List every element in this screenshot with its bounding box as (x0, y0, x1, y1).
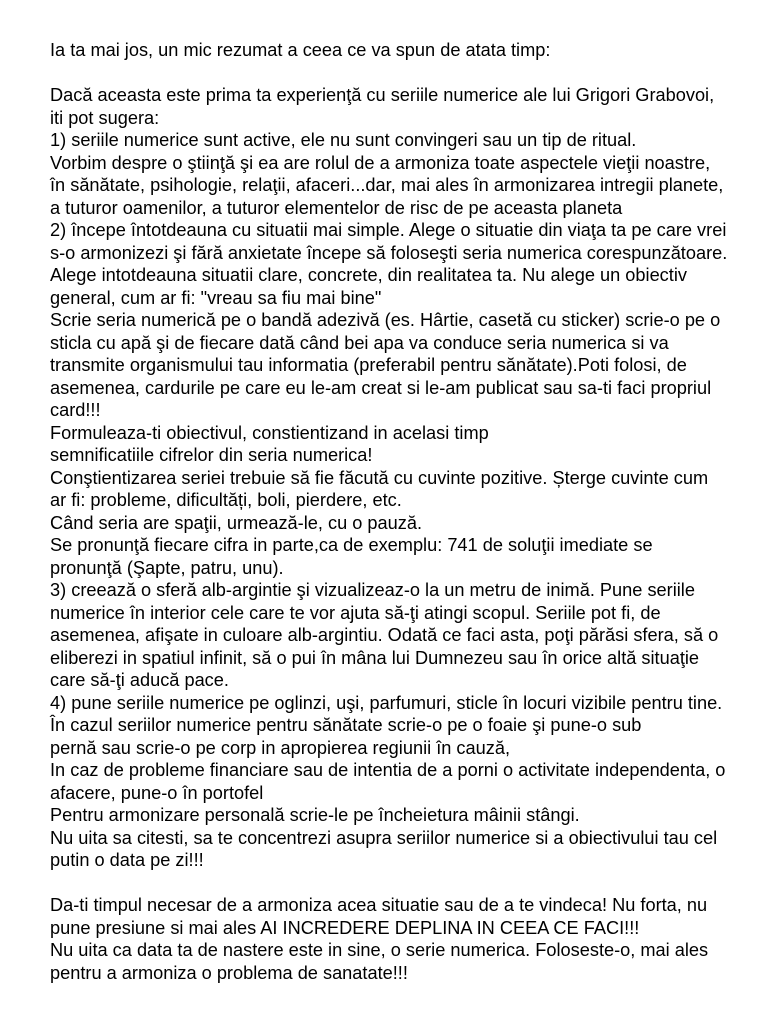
text-line: Pentru armonizare personală scrie-le pe încheietura mâinii stângi. (50, 805, 580, 825)
text-line: Dacă aceasta este prima ta experienţă cu seriile numerice ale lui Grigori Grabovoi, (50, 85, 715, 105)
text-line: Nu uita ca data ta de nastere este in sine, o serie numerica. Foloseste-o, mai ales (50, 940, 709, 960)
text-line: în sănătate, psihologie, relaţii, afaceri...dar, mai ales în armonizarea intregii planete, (50, 175, 724, 195)
text-line: Scrie seria numerică pe o bandă adezivă (es. Hârtie, casetă cu sticker) scrie-o pe o (50, 310, 721, 330)
text-line: 2) începe întotdeauna cu situatii mai simple. Alege o situatie din viaţa ta pe care vrei (50, 220, 727, 240)
text-line: In caz de probleme financiare sau de intentia de a porni o activitate independenta, o (50, 760, 726, 780)
main-paragraph (50, 84, 768, 872)
text-line: Nu uita sa citesti, sa te concentrezi asupra seriilor numerice si a obiectivului tau cel (50, 827, 718, 848)
text-line: 3) creează o sferă alb-argintie şi vizualizeaz-o la un metru de inimă. Pune seriile (50, 580, 695, 600)
text-line: eliberezi in spatiul infinit, să o pui în mâna lui Dumnezeu sau în orice altă situaţie (50, 647, 700, 668)
text-line: semnificatiile cifrelor din seria numerica! (50, 445, 373, 465)
closing-paragraph (50, 894, 768, 984)
text-line: Ia ta mai jos, un mic rezumat a ceea ce va spun de atata timp: (50, 40, 551, 60)
text-line: ar fi: probleme, dificultăți, boli, pierdere, etc. (50, 490, 402, 510)
text-line: Vorbim despre o ştiinţă şi ea are rolul de a armoniza toate aspectele vieţii noastre, (50, 152, 711, 173)
text-line: transmite organismului tau informatia (preferabil pentru sănătate).Poti folosi, de (50, 355, 687, 375)
text-line: card!!! (50, 400, 101, 420)
text-line: Formuleaza-ti obiectivul, constientizand in acelasi timp (50, 422, 489, 443)
text-line: 1) seriile numerice sunt active, ele nu sunt convingeri sau un tip de ritual. (50, 130, 637, 150)
text-line: care să-ţi aducă pace. (50, 670, 229, 690)
text-line: putin o data pe zi!!! (50, 850, 204, 870)
text-line: 4) pune seriile numerice pe oglinzi, uşi, parfumuri, sticle în locuri vizibile pentru tine. (50, 692, 723, 713)
intro-paragraph (50, 39, 768, 62)
text-line: pernă sau scrie-o pe corp in apropierea regiunii în cauză, (50, 737, 511, 758)
text-line: asemenea, afişate in culoare alb-argintiu. Odată ce faci asta, poţi părăsi sfera, să o (50, 625, 719, 645)
text-line: Se pronunţă fiecare cifra in parte,ca de exemplu: 741 de soluţii imediate se (50, 535, 653, 555)
text-line: pune presiune si mai ales AI INCREDERE DEPLINA IN CEEA CE FACI!!! (50, 917, 640, 938)
text-line: a tuturor oamenilor, a tuturor elementelor de risc de pe aceasta planeta (50, 197, 623, 218)
text-line: sticla cu apă şi de fiecare dată când bei apa va conduce seria numerica si va (50, 332, 669, 353)
text-line: s-o armonizezi şi fără anxietate începe să foloseşti seria numerica corespunzătoare. (50, 242, 728, 263)
text-line: numerice în interior cele care te vor ajuta să-ţi atingi scopul. Seriile pot fi, de (50, 602, 661, 623)
text-line: Alege intotdeauna situatii clare, concrete, din realitatea ta. Nu alege un obiectiv (50, 265, 687, 285)
text-line: Conştientizarea seriei trebuie să fie făcută cu cuvinte pozitive. Șterge cuvinte cum (50, 467, 709, 488)
text-line: iti pot sugera: (50, 107, 160, 128)
text-line: general, cum ar fi: "vreau sa fiu mai bine" (50, 287, 382, 308)
text-line: asemenea, cardurile pe care eu le-am creat si le-am publicat sau sa-ti faci propriul (50, 377, 712, 398)
text-line: În cazul seriilor numerice pentru sănătate scrie-o pe o foaie şi pune-o sub (50, 715, 642, 735)
text-line: afacere, pune-o în portofel (50, 782, 264, 803)
text-line: pentru a armoniza o problema de sanatate!!! (50, 962, 408, 983)
text-line: Când seria are spaţii, urmează-le, cu o pauză. (50, 512, 423, 533)
text-line: Da-ti timpul necesar de a armoniza acea situatie sau de a te vindeca! Nu forta, nu (50, 895, 708, 915)
text-line: pronunţă (Şapte, patru, unu). (50, 557, 284, 578)
